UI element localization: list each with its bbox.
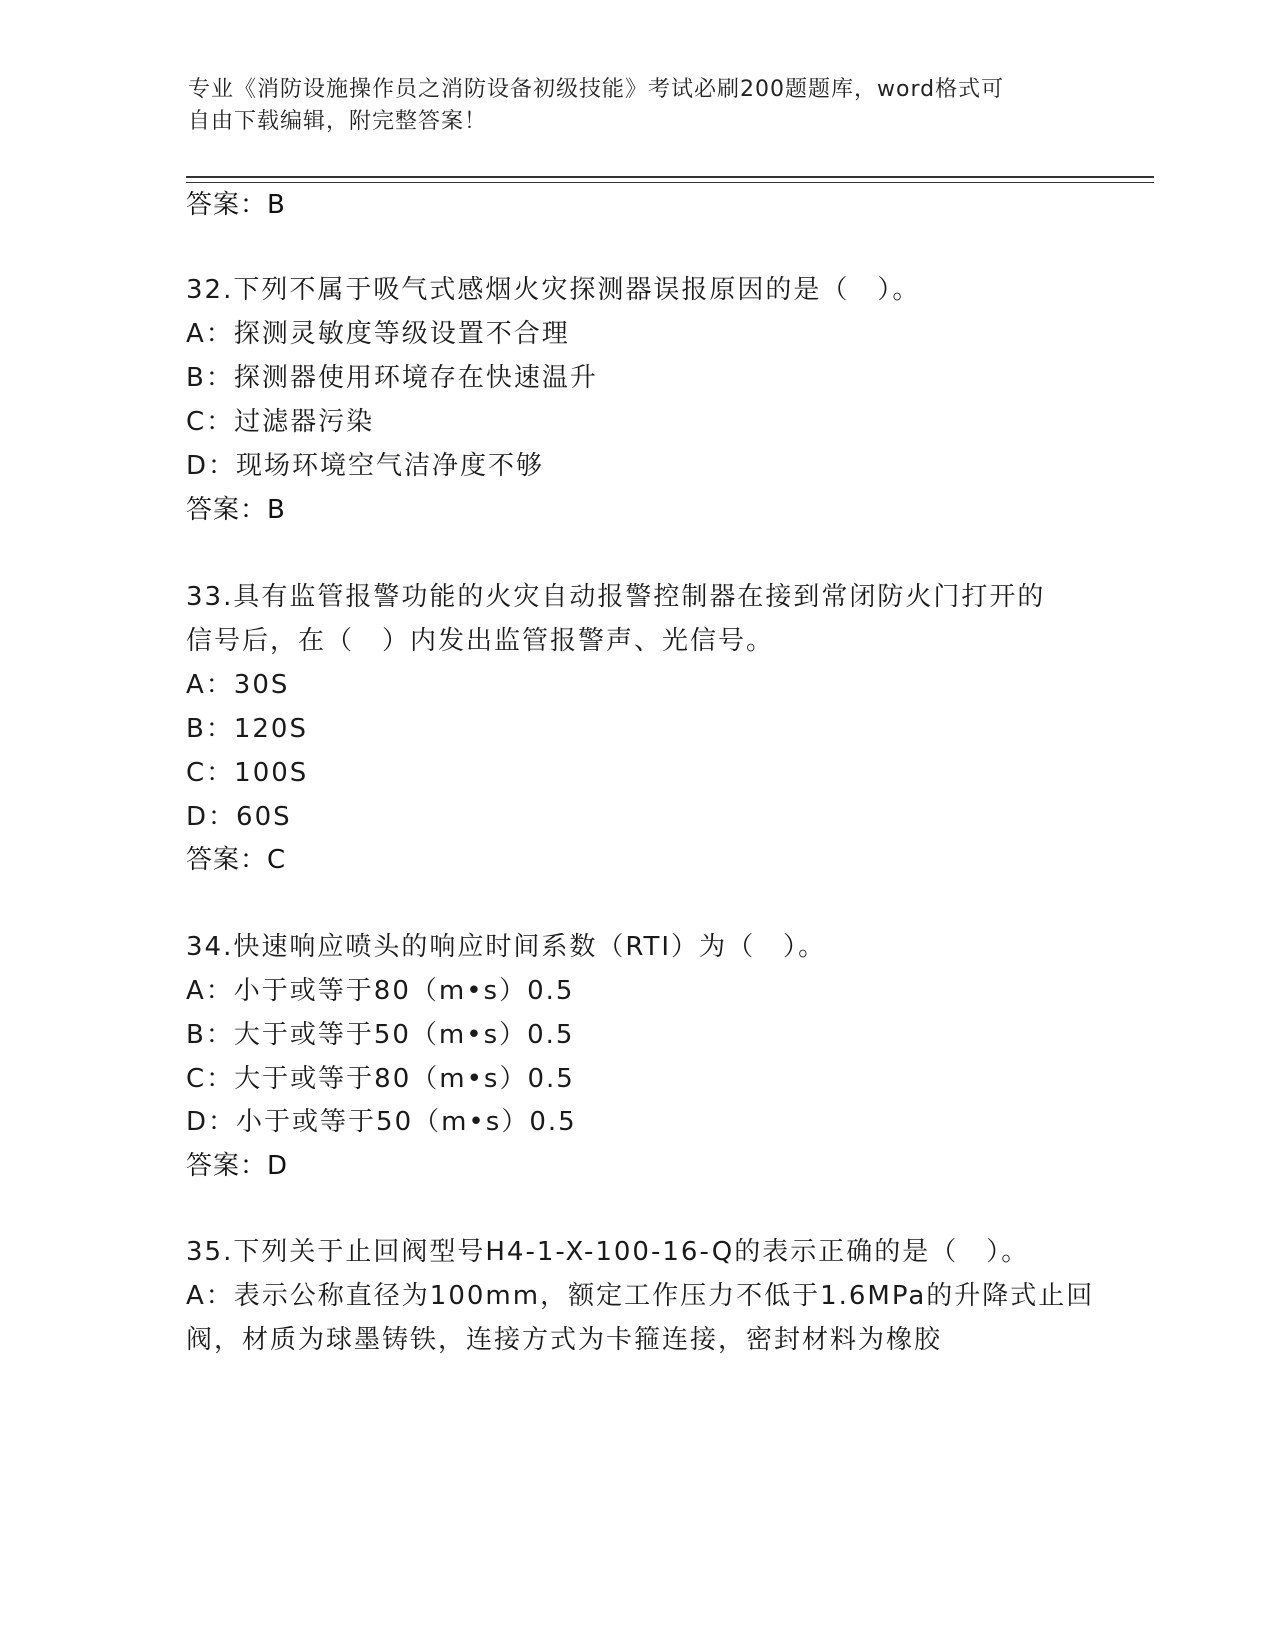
header-divider-thick [186,176,1154,178]
answer-32: 答案：B [186,495,286,525]
question-33-line-1: 33.具有监管报警功能的火灾自动报警控制器在接到常闭防火门打开的 [186,582,1046,612]
q32-option-a: A：探测灵敏度等级设置不合理 [186,319,570,349]
q32-option-c: C：过滤器污染 [186,407,375,437]
q33-option-b: B：120S [186,714,308,744]
q34-option-c: C：大于或等于80（m•s）0.5 [186,1064,575,1094]
question-34: 34.快速响应喷头的响应时间系数（RTI）为（ ）。 [186,932,827,962]
header-title-line-2: 自由下载编辑，附完整答案！ [188,109,488,134]
q32-option-d: D：现场环境空气洁净度不够 [186,451,545,481]
question-32: 32.下列不属于吸气式感烟火灾探测器误报原因的是（ ）。 [186,275,921,305]
q32-option-b: B：探测器使用环境存在快速温升 [186,363,598,393]
header-divider-thin [186,182,1154,183]
q33-option-c: C：100S [186,758,309,788]
q35-option-a-line-2: 阀，材质为球墨铸铁，连接方式为卡箍连接，密封材料为橡胶 [186,1325,943,1355]
q35-option-a-line-1: A：表示公称直径为100mm，额定工作压力不低于1.6MPa的升降式止回 [186,1281,1095,1311]
q34-option-b: B：大于或等于50（m•s）0.5 [186,1020,575,1050]
answer-33: 答案：C [186,845,287,875]
q34-option-d: D：小于或等于50（m•s）0.5 [186,1107,577,1137]
q33-option-d: D：60S [186,802,292,832]
q34-option-a: A：小于或等于80（m•s）0.5 [186,976,575,1006]
answer-34: 答案：D [186,1151,289,1181]
question-35: 35.下列关于止回阀型号H4-1-X-100-16-Q的表示正确的是（ ）。 [186,1237,1030,1267]
page-header [188,74,1078,138]
header-title-line-1: 专业《消防设施操作员之消防设备初级技能》考试必刷200题题库，word格式可 [188,77,1005,102]
answer-31: 答案：B [186,190,286,220]
question-33-line-2: 信号后，在（ ）内发出监管报警声、光信号。 [186,626,775,656]
q33-option-a: A：30S [186,670,290,700]
